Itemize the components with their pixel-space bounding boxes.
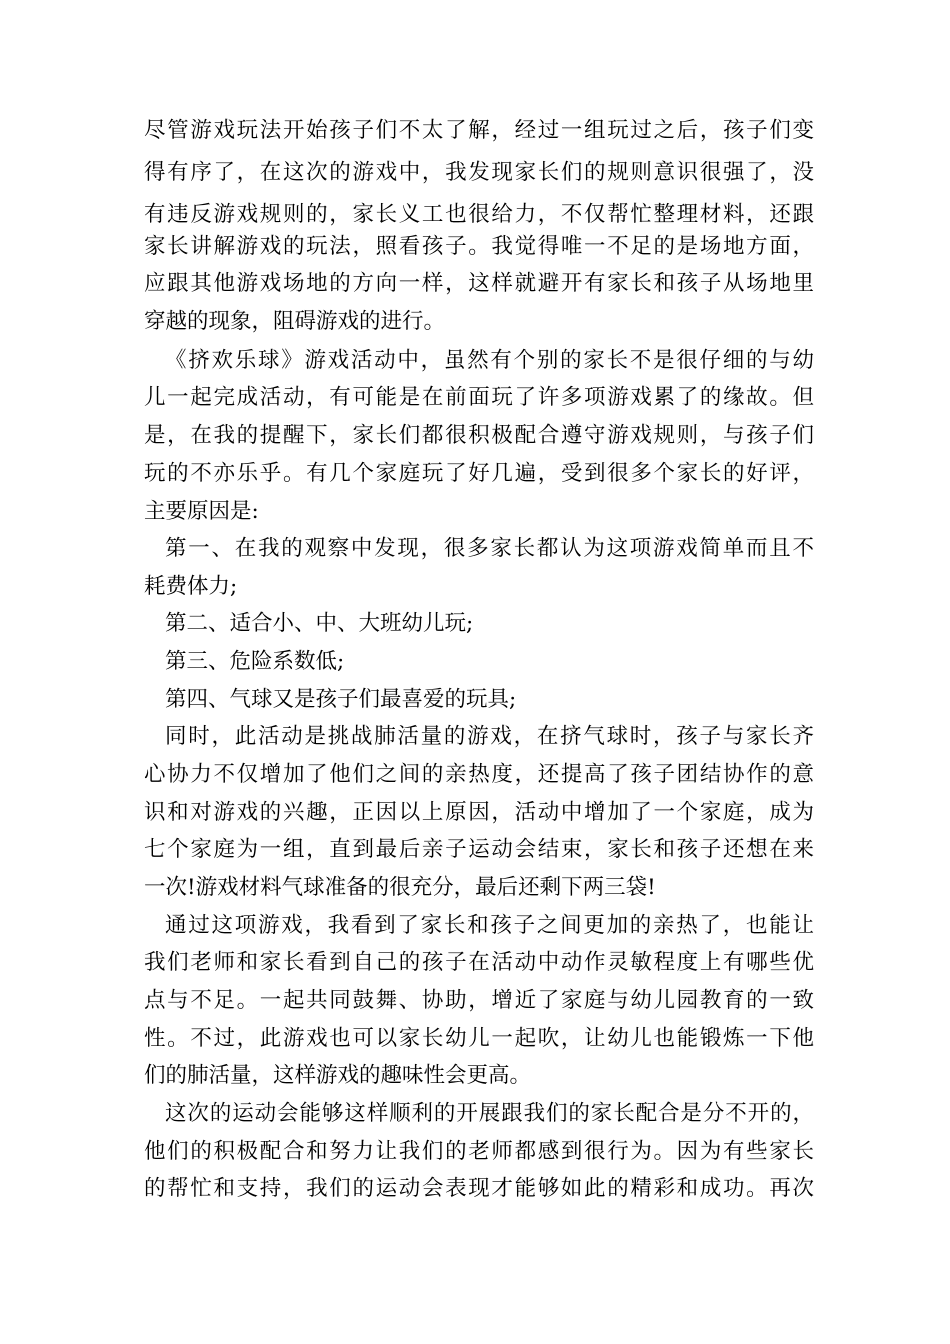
text-line: 这次的运动会能够这样顺利的开展跟我们的家长配合是分不开的， xyxy=(165,1101,814,1126)
text-line: 第一、在我的观察中发现，很多家长都认为这项游戏简单而且不 xyxy=(165,536,814,561)
text-line: 点与不足。一起共同鼓舞、协助，增近了家庭与幼儿园教育的一致 xyxy=(144,988,814,1013)
text-line: 耗费体力; xyxy=(144,574,238,599)
text-line: 有违反游戏规则的，家长义工也很给力，不仅帮忙整理材料，还跟 xyxy=(144,202,814,227)
text-line: 尽管游戏玩法开始孩子们不太了解，经过一组玩过之后，孩子们变 xyxy=(144,118,814,143)
text-line: 儿一起完成活动，有可能是在前面玩了许多项游戏累了的缘故。但 xyxy=(144,385,814,410)
text-line: 的帮忙和支持，我们的运动会表现才能够如此的精彩和成功。再次 xyxy=(144,1176,814,1201)
text-line: 同时，此活动是挑战肺活量的游戏，在挤气球时，孩子与家长齐 xyxy=(165,724,814,749)
text-line: 第四、气球又是孩子们最喜爱的玩具; xyxy=(165,687,517,712)
text-line: 第三、危险系数低; xyxy=(165,649,345,674)
text-line: 性。不过，此游戏也可以家长幼儿一起吹，让幼儿也能锻炼一下他 xyxy=(144,1026,814,1051)
text-line: 穿越的现象，阻碍游戏的进行。 xyxy=(144,309,446,334)
text-line: 一次!游戏材料气球准备的很充分，最后还剩下两三袋! xyxy=(144,875,656,900)
text-line: 我们老师和家长看到自己的孩子在活动中动作灵敏程度上有哪些优 xyxy=(144,950,814,975)
text-line: 们的肺活量，这样游戏的趣味性会更高。 xyxy=(144,1063,532,1088)
text-line: 七个家庭为一组，直到最后亲子运动会结束，家长和孩子还想在来 xyxy=(144,837,814,862)
text-line: 识和对游戏的兴趣，正因以上原因，活动中增加了一个家庭，成为 xyxy=(144,800,814,825)
text-line: 《挤欢乐球》游戏活动中，虽然有个别的家长不是很仔细的与幼 xyxy=(165,348,814,373)
text-line: 主要原因是: xyxy=(144,499,259,524)
text-line: 得有序了，在这次的游戏中，我发现家长们的规则意识很强了，没 xyxy=(144,160,814,185)
text-line: 应跟其他游戏场地的方向一样，这样就避开有家长和孩子从场地里 xyxy=(144,271,814,296)
text-line: 家长讲解游戏的玩法，照看孩子。我觉得唯一不足的是场地方面， xyxy=(144,234,814,259)
text-line: 玩的不亦乐乎。有几个家庭玩了好几遍，受到很多个家长的好评， xyxy=(144,461,814,486)
text-line: 他们的积极配合和努力让我们的老师都感到很行为。因为有些家长 xyxy=(144,1139,814,1164)
text-line: 心协力不仅增加了他们之间的亲热度，还提高了孩子团结协作的意 xyxy=(144,762,814,787)
text-line: 通过这项游戏，我看到了家长和孩子之间更加的亲热了，也能让 xyxy=(165,913,814,938)
text-line: 第二、适合小、中、大班幼儿玩; xyxy=(165,611,474,636)
text-line: 是，在我的提醒下，家长们都很积极配合遵守游戏规则，与孩子们 xyxy=(144,423,814,448)
